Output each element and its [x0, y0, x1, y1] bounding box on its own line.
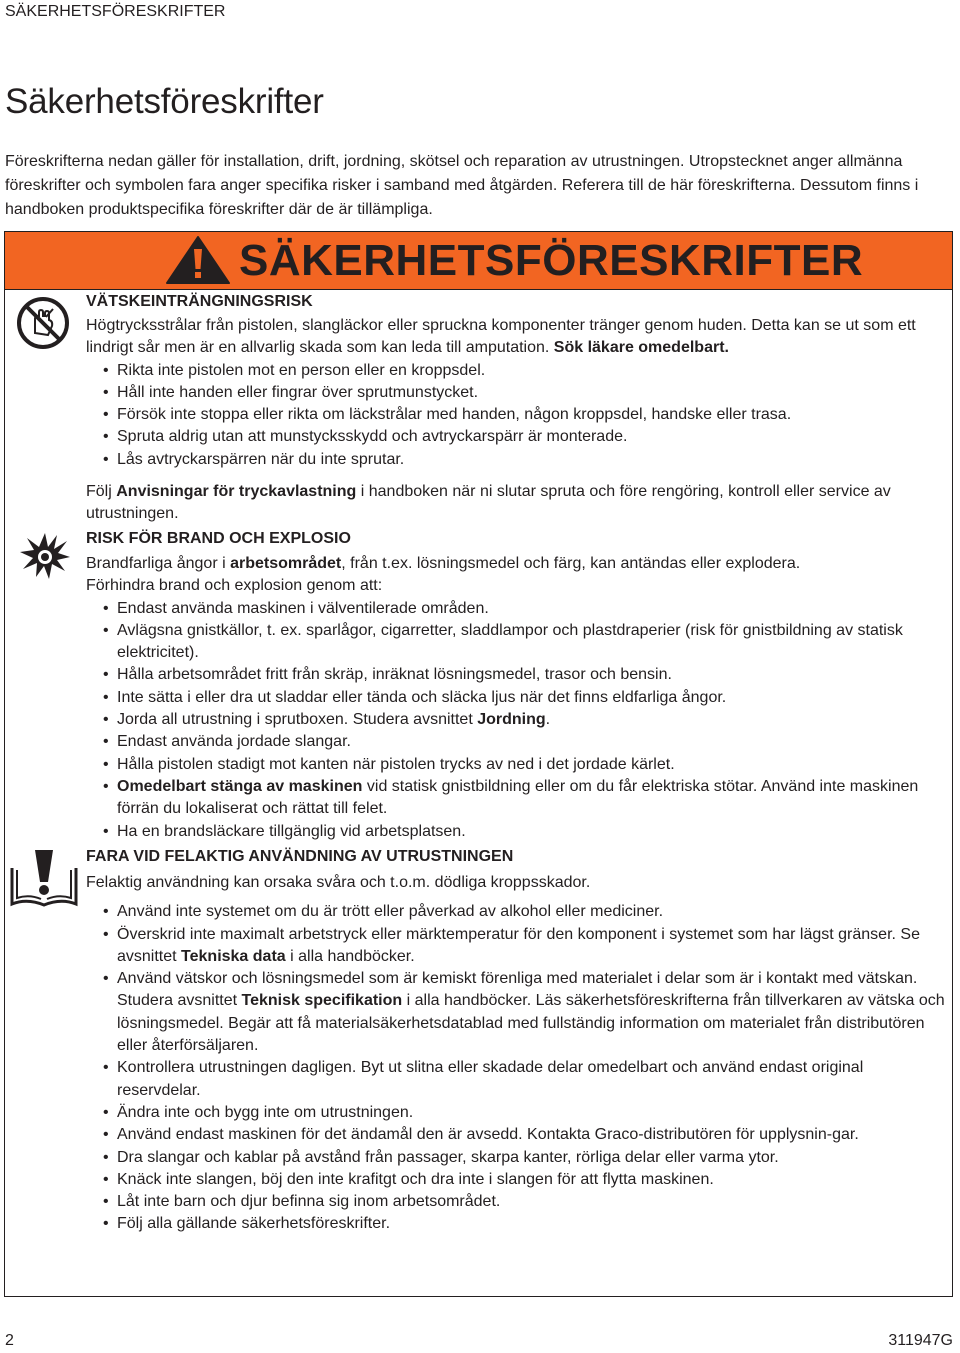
- list-item-emphasis: Tekniska data: [181, 947, 286, 965]
- intro-paragraph: Föreskrifterna nedan gäller för installation, drift, jordning, skötsel och reparation av utrustningen. Utropstecknet anger allmänna föreskrifter och symbolen fara anger specifika risker i samband med åtgärden. Referera till de här föreskrifterna. Dessutom finns i handboken produktspecifika föreskrifter där de är tillämpliga.: [5, 153, 919, 218]
- bullet-list: [86, 901, 946, 1235]
- paragraph-text: i handboken när ni slutar spruta och före rengöring, kontroll eller service av utrustningen.: [86, 483, 891, 523]
- list-item: • Rikta inte pistolen mot en person eller en kroppsdel.: [86, 360, 946, 382]
- list-item: • Knäck inte slangen, böj den inte krafitgt och dra inte i slangen för att flytta maskinen.: [86, 1169, 946, 1191]
- list-item: • Ha en brandsläckare tillgänglig vid arbetsplatsen.: [86, 821, 946, 843]
- list-item-emphasis: Jordning: [477, 711, 546, 729]
- list-item-text: Överskrid inte maximalt arbetstryck eller märktemperatur för den komponent i systemet som har lägst gränser. Se avsnittet: [117, 925, 920, 965]
- list-item: • Avlägsna gnistkällor, t. ex. sparlågor, cigarretter, sladdlampor och plastdraperier (risk för gnistbildning av statisk elektricitet).: [86, 620, 946, 665]
- list-item: • Låt inte barn och djur befinna sig inom arbetsområdet.: [86, 1191, 946, 1213]
- banner-label: SÄKERHETSFÖRESKRIFTER: [239, 236, 864, 285]
- list-item-text: i alla handböcker. Läs säkerhetsföreskrifterna från tillverkaren av vätska och lösningsmedel. Begär att få materialsäkerhetsdatablad med fullständig information om materialet från distributören eller återförsäljaren.: [117, 992, 945, 1055]
- list-item-text: Jorda all utrustning i sprutboxen. Studera avsnittet: [117, 711, 478, 729]
- manual-exclamation-icon: [9, 848, 79, 908]
- section-fire-explosion: [86, 528, 946, 843]
- list-item: [86, 968, 946, 1057]
- paragraph-text: , från t.ex. lösningsmedel och färg, kan antändas eller explodera.: [341, 555, 801, 572]
- list-item: • Hålla arbetsområdet fritt från skräp, inräknat lösningsmedel, trasor och bensin.: [86, 664, 946, 686]
- list-item-text: vid statisk gnistbildning eller om du får elektriska stötar. Använd inte maskinen förrän du lokaliserat och rättat till felet.: [117, 777, 919, 818]
- list-item: • Använd inte systemet om du är trött eller påverkad av alkohol eller mediciner.: [86, 901, 946, 923]
- section-heading: RISK FÖR BRAND OCH EXPLOSIO: [86, 530, 351, 547]
- explosion-icon: [19, 531, 71, 581]
- paragraph-emphasis: Anvisningar för tryckavlastning: [116, 483, 357, 501]
- section-equipment-misuse: [86, 846, 946, 1236]
- list-item: • Använd endast maskinen för det ändamål den är avsedd. Kontakta Graco-distributören för upplysnin-gar.: [86, 1124, 946, 1146]
- list-item-text: Använd vätskor och lösningsmedel som är kemiskt förenliga med materialet i delar som är i kontakt med vätskan. Studera avsnittet: [117, 970, 918, 1010]
- bullet-list: [86, 360, 946, 471]
- list-item: [86, 924, 946, 969]
- list-item: [86, 776, 946, 821]
- list-item: • Spruta aldrig utan att munstycksskydd och avtryckarspärr är monterade.: [86, 426, 946, 448]
- section-heading: VÄTSKEINTRÄNGNINGSRISK: [86, 293, 313, 310]
- section-paragraph: [86, 553, 946, 575]
- list-item: • Dra slangar och kablar på avstånd från passager, skarpa kanter, rörliga delar eller varma ytor.: [86, 1147, 946, 1169]
- paragraph-text: Brandfarliga ångor i: [86, 555, 231, 572]
- safety-banner: [5, 232, 952, 290]
- section-paragraph: Felaktig användning kan orsaka svåra och t.o.m. dödliga kroppsskador.: [86, 874, 591, 891]
- section-paragraph: [86, 481, 946, 526]
- paragraph-text: Följ: [86, 483, 117, 501]
- list-item: • Håll inte handen eller fingrar över sprutmunstycket.: [86, 382, 946, 404]
- list-item: • Kontrollera utrustningen dagligen. Byt ut slitna eller skadade delar omedelbart och använd endast original reservdelar.: [86, 1057, 946, 1102]
- page-number: 2: [5, 1332, 14, 1349]
- list-item: • Lås avtryckarspärren när du inte sprutar.: [86, 449, 946, 471]
- list-item: • Ändra inte och bygg inte om utrustningen.: [86, 1102, 946, 1124]
- document-number: 311947G: [888, 1332, 953, 1349]
- paragraph-emphasis: Sök läkare omedelbart.: [553, 339, 729, 357]
- list-item-emphasis: Omedelbart stänga av maskinen: [117, 777, 363, 795]
- section-paragraph: Förhindra brand och explosion genom att:: [86, 577, 383, 595]
- list-item: • Hålla pistolen stadigt mot kanten när pistolen trycks av ned i det jordade kärlet.: [86, 754, 946, 776]
- paragraph-text: Högtrycksstrålar från pistolen, slangläckor eller spruckna komponenter tränger genom huden. Detta kan se ut som ett lindrigt sår men är en allvarlig skada som kan leda till amputation.: [86, 317, 916, 357]
- section-heading: FARA VID FELAKTIG ANVÄNDNING AV UTRUSTNINGEN: [86, 848, 514, 865]
- list-item: • Försök inte stoppa eller rikta om läckstrålar med handen, någon kroppsdel, handske eller trasa.: [86, 404, 946, 426]
- list-item: • Endast använda maskinen i välventilerade områden.: [86, 598, 946, 620]
- bullet-list: [86, 598, 946, 843]
- list-item-text: .: [545, 711, 551, 729]
- list-item: • Endast använda jordade slangar.: [86, 731, 946, 753]
- list-item-emphasis: Teknisk specifikation: [241, 992, 403, 1010]
- section-fluid-injection: [86, 291, 946, 526]
- running-head: SÄKERHETSFÖRESKRIFTER: [5, 3, 226, 20]
- list-item: • Följ alla gällande säkerhetsföreskrifter.: [86, 1213, 946, 1235]
- page-title: Säkerhetsföreskrifter: [5, 82, 324, 121]
- list-item-text: i alla handböcker.: [285, 947, 415, 965]
- paragraph-emphasis: arbetsområdet: [230, 555, 342, 572]
- list-item: [86, 709, 946, 731]
- list-item: • Inte sätta i eller dra ut sladdar eller tända och släcka ljus när det finns eldfarliga ångor.: [86, 687, 946, 709]
- no-hand-injection-icon: [15, 295, 71, 351]
- safety-warning-box: [4, 231, 953, 1297]
- section-paragraph: [86, 315, 946, 360]
- warning-triangle-icon: [165, 235, 231, 285]
